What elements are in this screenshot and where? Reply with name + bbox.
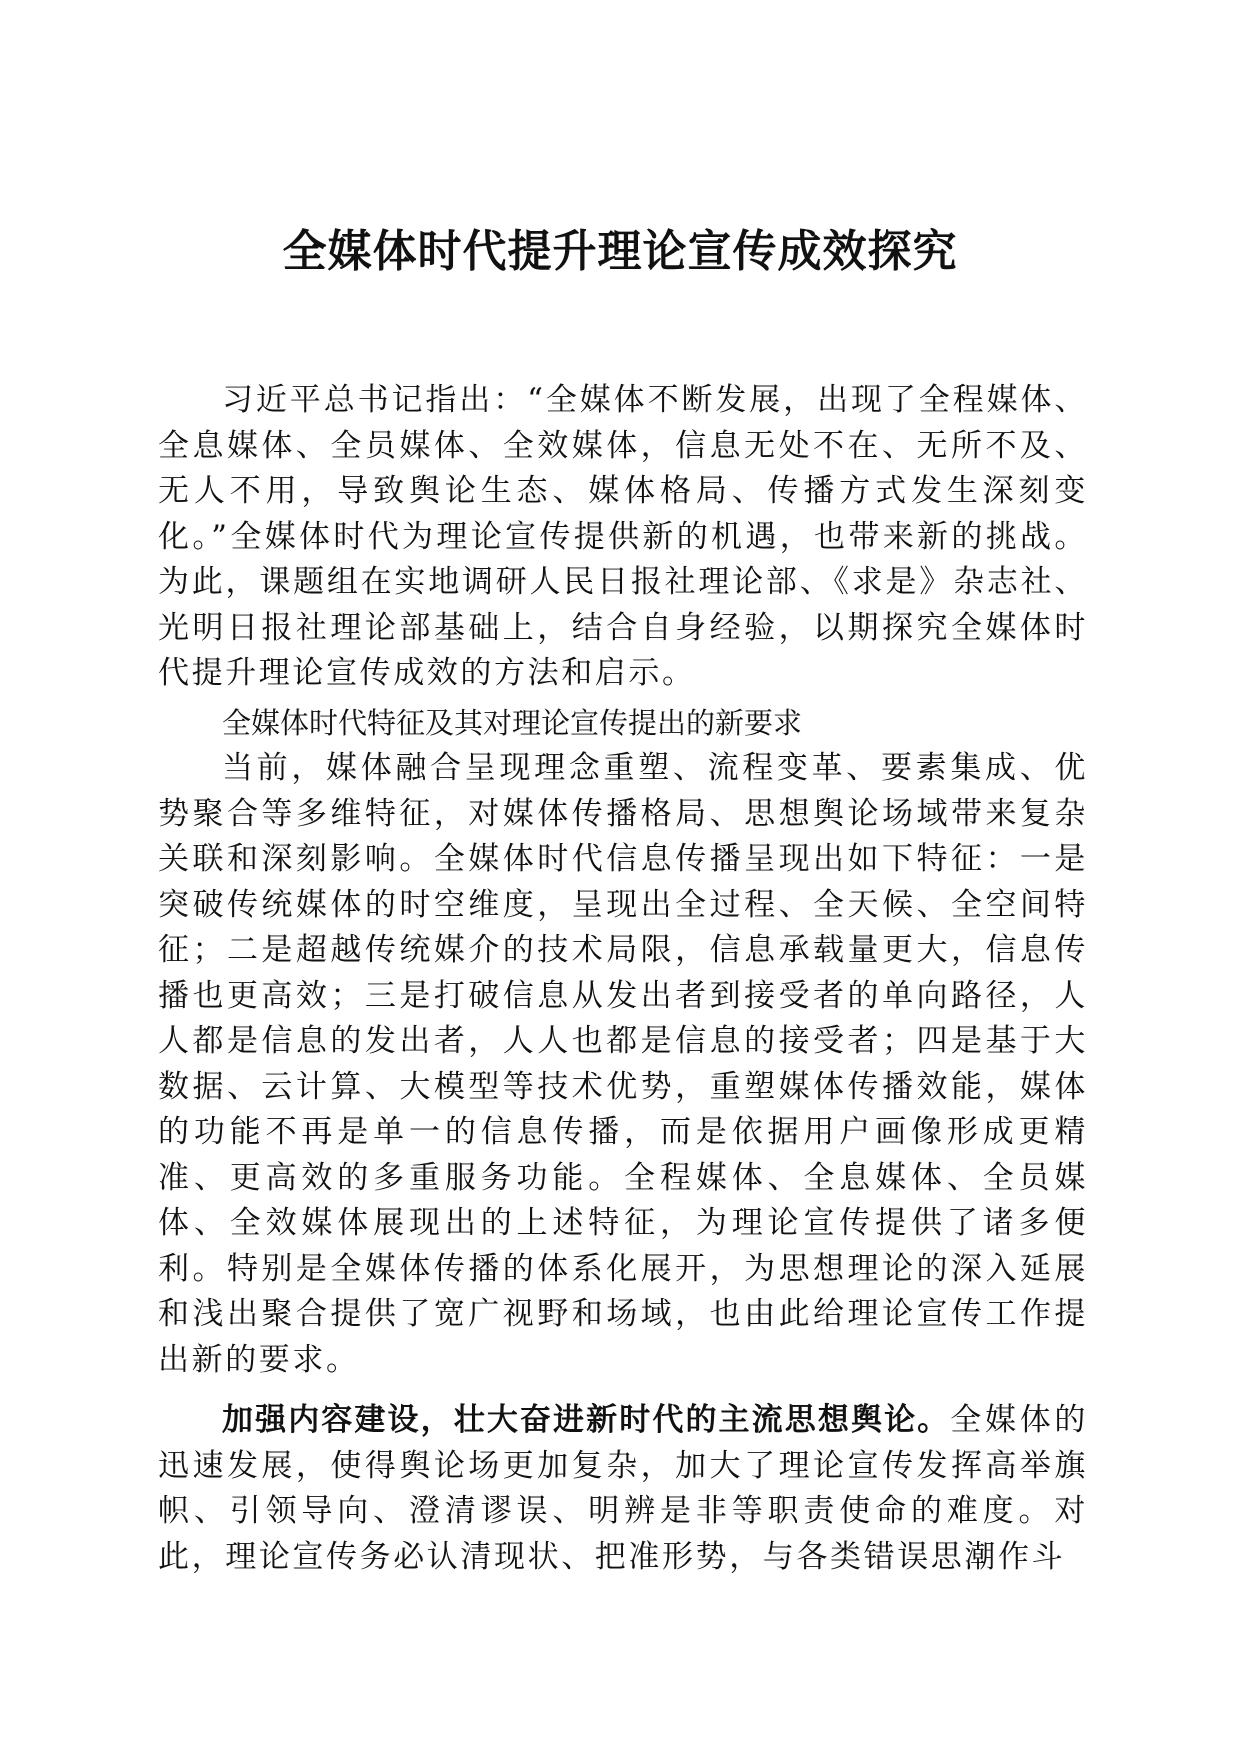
point-text: 全媒体的迅速发展，使得舆论场更加复杂，加大了理论宣传发挥高举旗帜、引领导向、澄清谬误、明辨是非等职责使命的难度。对此，理论宣传务必认清现状、把准形势，与各类错误思潮作斗 <box>158 1402 1088 1575</box>
point-lead: 加强内容建设，壮大奋进新时代的主流思想舆论。 <box>222 1402 951 1438</box>
section-paragraph: 当前，媒体融合呈现理念重塑、流程变革、要素集成、优势聚合等多维特征，对媒体传播格局、思想舆论场域带来复杂关联和深刻影响。全媒体时代信息传播呈现出如下特征：一是突破传统媒体的时空维度，呈现出全过程、全天候、全空间特征；二是超越传统媒介的技术局限，信息承载量更大，信息传播也更高效；三是打破信息从发出者到接受者的单向路径，人人都是信息的发出者，人人也都是信息的接受者；四是基于大数据、云计算、大模型等技术优势，重塑媒体传播效能，媒体的功能不再是单一的信息传播，而是依据用户画像形成更精准、更高效的多重服务功能。全程媒体、全息媒体、全员媒体、全效媒体展现出的上述特征，为理论宣传提供了诸多便利。特别是全媒体传播的体系化展开，为思想理论的深入延展和浅出聚合提供了宽广视野和场域，也由此给理论宣传工作提出新的要求。 <box>158 750 1088 1378</box>
document-title: 全媒体时代提升理论宣传成效探究 <box>282 226 958 277</box>
point-paragraph <box>158 1398 1088 1580</box>
intro-paragraph: 习近平总书记指出：“全媒体不断发展，出现了全程媒体、全息媒体、全员媒体、全效媒体，信息无处不在、无所不及、无人不用，导致舆论生态、媒体格局、传播方式发生深刻变化。”全媒体时代为理论宣传提供新的机遇，也带来新的挑战。为此，课题组在实地调研人民日报社理论部、《求是》杂志社、光明日报社理论部基础上，结合自身经验，以期探究全媒体时代提升理论宣传成效的方法和启示。 <box>158 382 1088 691</box>
section-heading: 全媒体时代特征及其对理论宣传提出的新要求 <box>222 706 803 740</box>
